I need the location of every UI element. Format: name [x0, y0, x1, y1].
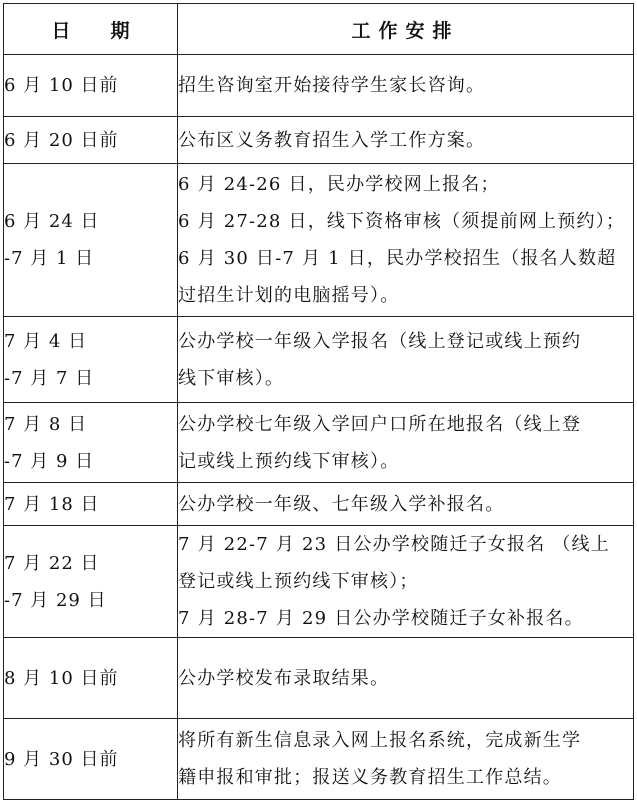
date-line: -7 月 1 日	[4, 248, 95, 269]
date-line: -7 月 7 日	[4, 367, 95, 389]
date-cell	[4, 117, 178, 164]
work-cell	[178, 719, 634, 800]
date-line: -7 月 29 日	[4, 589, 107, 611]
work-line: 线下审核）。	[178, 367, 285, 389]
table-row	[4, 164, 634, 317]
work-cell	[178, 403, 634, 483]
date-line: 6 月 24 日	[4, 211, 100, 232]
date-line: -7 月 9 日	[4, 450, 95, 472]
work-line: 过招生计划的电脑摇号）。	[178, 285, 400, 306]
work-line: 将所有新生信息录入网上报名系统，完成新生学	[178, 730, 582, 751]
work-line: 公办学校一年级入学报名（线上登记或线上预约	[178, 330, 582, 352]
work-cell	[178, 55, 634, 117]
date-cell	[4, 55, 178, 117]
work-line: 籍申报和审批；报送义务教育招生工作总结。	[178, 767, 562, 788]
header-row	[4, 4, 634, 55]
date-header-char-1: 日	[51, 19, 71, 42]
date-line: 6 月 10 日前	[4, 75, 119, 96]
work-line: 登记或线上预约线下审核）；	[178, 571, 419, 592]
date-line: 7 月 8 日	[4, 413, 88, 435]
work-line: 记或线上预约线下审核）。	[178, 450, 400, 472]
work-cell	[178, 483, 634, 526]
table-row	[4, 483, 634, 526]
work-line: 招生咨询室开始接待学生家长咨询。	[178, 75, 486, 96]
table-row	[4, 55, 634, 117]
work-line: 公办学校发布录取结果。	[178, 667, 390, 689]
date-cell	[4, 483, 178, 526]
work-cell	[178, 117, 634, 164]
date-column-header	[4, 4, 178, 55]
date-header-char-2: 期	[110, 19, 130, 42]
date-line: 7 月 18 日	[4, 493, 100, 515]
work-cell	[178, 164, 634, 317]
work-line: 6 月 27-28 日，线下资格审核（须提前网上预约）；	[178, 211, 626, 232]
work-line: 7 月 28-7 月 29 日公办学校随迁子女补报名。	[178, 608, 584, 629]
work-cell	[178, 638, 634, 719]
work-column-header	[178, 4, 634, 55]
date-line: 7 月 22 日	[4, 552, 100, 574]
work-line: 公布区义务教育招生入学工作方案。	[178, 129, 486, 151]
work-line: 7 月 22-7 月 23 日公办学校随迁子女报名 （线上	[178, 534, 610, 555]
date-line: 7 月 4 日	[4, 330, 88, 352]
table-row	[4, 403, 634, 483]
date-cell	[4, 638, 178, 719]
date-cell	[4, 719, 178, 800]
schedule-table	[3, 3, 634, 800]
date-cell	[4, 164, 178, 317]
date-line: 9 月 30 日前	[4, 748, 119, 770]
table-row	[4, 719, 634, 800]
work-header-label: 工作安排	[351, 19, 460, 42]
work-line: 6 月 30 日-7 月 1 日，民办学校招生（报名人数超	[178, 248, 617, 269]
table-row	[4, 117, 634, 164]
date-line: 6 月 20 日前	[4, 129, 119, 151]
work-line: 6 月 24-26 日，民办学校网上报名；	[178, 174, 500, 195]
table-row	[4, 317, 634, 403]
work-line: 公办学校七年级入学回户口所在地报名（线上登	[178, 413, 582, 435]
table-row	[4, 526, 634, 638]
work-cell	[178, 317, 634, 403]
date-line: 8 月 10 日前	[4, 667, 119, 689]
date-cell	[4, 317, 178, 403]
table-row	[4, 638, 634, 719]
work-cell	[178, 526, 634, 638]
date-cell	[4, 403, 178, 483]
work-line: 公办学校一年级、七年级入学补报名。	[178, 493, 505, 515]
date-cell	[4, 526, 178, 638]
